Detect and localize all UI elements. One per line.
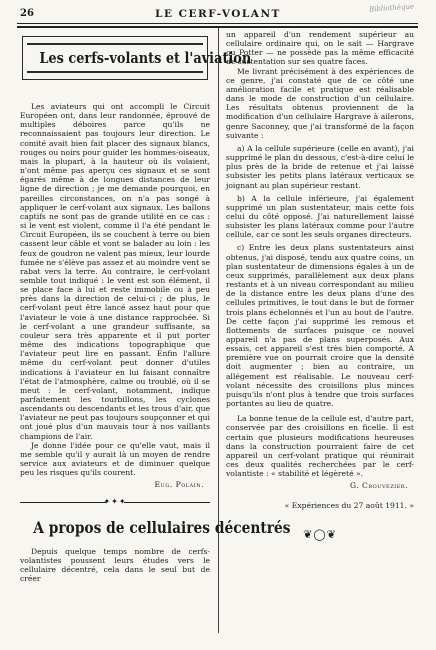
library-stamp: Bibliothèque bbox=[368, 2, 415, 14]
article-paragraph: Me livrant précisément à des expériences de ce genre, j'ai constaté que de ce côté une amélioration facile et pratique est réalisable dans le mode de construction d'un cellulaire. Les résultats obtenus proviennent de la modification d'un cellulaire Hargrave à ailerons, genre Saconney, que j'ai transformé de la façon suivante : bbox=[226, 66, 414, 140]
article-paragraph: La bonne tenue de la cellule est, d'autre part, conservée par des croisillons en ficelle. Il est certain que plusieurs modifications heureuses dans la construction pourraient faire de cet appareil un cerf-volant pratique qui réunirait ces deux qualités recherchées par le cerf-volantiste : « stabilité et légèreté ». bbox=[226, 414, 414, 479]
section-ornament bbox=[20, 496, 210, 506]
article-title-2: A propos de cellulaires décentrés bbox=[33, 517, 291, 537]
running-header bbox=[20, 2, 416, 22]
article-paragraph: b) A la cellule inférieure, j'ai également supprimé un plan sustentateur, mais cette fois celui du côté opposé. J'ai naturellement laissé subsister les plans latéraux comme pour l'autre cellule, car ce sont les seuls organes directeurs. bbox=[226, 193, 414, 240]
article-paragraph: un appareil d'un rendement supérieur au cellulaire ordinaire qui, on le sait — Hargrave ou Potter — ne possède pas la même efficacité de sustentation sur ses quatre faces. bbox=[226, 30, 414, 67]
right-column bbox=[226, 30, 414, 539]
article-title: Les cerfs-volants et l'aviation bbox=[39, 49, 252, 67]
page-number: 26 bbox=[20, 8, 34, 19]
author-signature: Eug. Polain. bbox=[154, 480, 204, 490]
author-signature: G. Crouvezier. bbox=[349, 481, 408, 491]
article-paragraph: c) Entre les deux plans sustentateurs ainsi obtenus, j'ai disposé, tendu aux quatre coins, un plan sustentateur de dimensions égales à un de ceux supprimés, parallèlement aux deux plans restants et à un niveau correspondant au milieu de la distance entre les deux plans d'une des cellules primitives, le tout dans le but de former trois plans échelonnés et l'un au bout de l'autre. De cette façon j'ai supprimé les remous et flottements de surfaces puisque ce nouvel appareil n'a pas de plans superposés. Aux essais, cet appareil s'est très bien comporté. A première vue on pourrait croire que la densité doit augmenter ; bien au contraire, un allégement est réalisable. Le nouveau cerf-volant nécessite des croisillons plus minces puisqu'ils n'ont plus à tendre que trois surfaces portantes au lieu de quatre. bbox=[226, 243, 414, 409]
article-paragraph: Les aviateurs qui ont accompli le Circuit Européen ont, dans leur randonnée, éprouvé de multiples déboires parce qu'ils ne reconnaissaient pas toujours leur direction. Le comité avait bien fait placer des signaux blancs, rouges ou noirs pour guider les hommes-oiseaux, mais la plupart, à la hauteur où ils volaient, n'ont même pas aperçu ces signaux et se sont égarés même à de longues distances de leur ligne de direction ; je me demande pourquoi, en pareilles circonstances, on n'a pas songé à appliquer le cerf-volant aux signaux. Les ballons captifs ne sont pas de grande utilité en ce cas : si le vent est violent, comme il l'a été pendant le Circuit Européen, ils se couchent à terre ou bien cassent leur câble et vont se balader au loin : les feux de goudron ne valent pas mieux, leur lourde fumée ne s'élève pas assez et au moindre vent se rabat vers la terre. Au contraire, le cerf-volant semble tout indiqué : le vent est son élément, il se place face à lui et reste immobile ou à peu près dans la direction de celui-ci ; de plus, le cerf-volant peut être lancé assez haut pour que l'aviateur le voie à une distance rapprochée. Si le cerf-volant a une grandeur suffisante, sa couleur sera très apparente et il put porter même des indications topographique que l'aviateur peut lire en passant. Enfin l'allure même du cerf-volant peut donner d'utiles indications à l'aviateur en lui faisant connaître l'état de l'atmosphère, calme ou troublé, où il se meut : le cerf-volant, notamment, indique parfaitement les tourbillons, les cyclones ascendants ou descendants et les trous d'air, que l'aviateur ne peut pas toujours soupçonner et qui ont joué plus d'un mauvais tour à nos vaillants champions de l'air. bbox=[20, 102, 210, 441]
article-paragraph: Je donne l'idée pour ce qu'elle vaut, mais il me semble qu'il y aurait là un moyen de rendre service aux aviateurs et de diminuer quelque peu les risques qu'ils courent. bbox=[20, 440, 210, 478]
column-divider bbox=[218, 28, 219, 633]
experiment-date-note: « Expériences du 27 août 1911. » bbox=[284, 500, 414, 510]
end-fleuron: ❦◯❦ bbox=[303, 527, 337, 541]
left-column bbox=[20, 36, 291, 584]
article-paragraph: Depuis quelque temps nombre de cerfs-volantistes poussent leurs études vers le cellulaire décentré, cela dans le seul but de créer bbox=[20, 546, 210, 584]
journal-title: LE CERF-VOLANT bbox=[155, 8, 281, 20]
article-title-box bbox=[22, 36, 252, 80]
ornament-glyph: ✦✦✦ bbox=[103, 496, 127, 506]
article-paragraph: a) A la cellule supérieure (celle en avant), j'ai supprimé le plan du dessous, c'est-à-dire celui le plus près de la bride de retenue et j'ai laissé subsister les petits plans latéraux verticaux se joignant au plan supérieur restant. bbox=[226, 143, 414, 190]
header-rule bbox=[17, 23, 418, 24]
